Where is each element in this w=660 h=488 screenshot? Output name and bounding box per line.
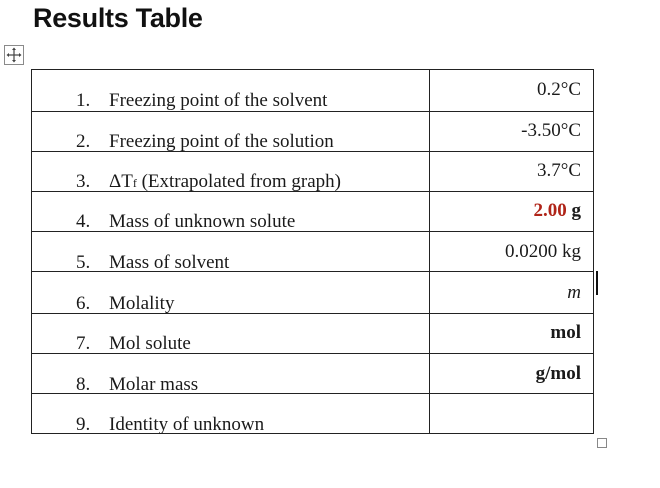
row-label: Mol solute: [109, 333, 191, 355]
row-label: Molality: [109, 292, 175, 314]
row-label: Mass of unknown solute: [109, 211, 296, 233]
table-resize-handle-icon[interactable]: [597, 438, 607, 448]
row-value: 3.7°C: [536, 160, 581, 182]
row-label: Molar mass: [109, 373, 199, 395]
table-row: [32, 313, 594, 353]
text-cursor: [596, 271, 598, 295]
results-table: [31, 69, 594, 434]
row-number: 1.: [76, 90, 91, 112]
row-value-cell[interactable]: [429, 272, 593, 314]
row-number: 5.: [76, 251, 91, 273]
row-value-cell[interactable]: [429, 353, 593, 393]
row-label: Mass of solvent: [109, 251, 230, 273]
row-value-cell[interactable]: [429, 70, 593, 112]
row-label-cell[interactable]: [32, 70, 430, 112]
row-number: 9.: [76, 413, 91, 435]
row-number: 8.: [76, 373, 91, 395]
row-value-cell[interactable]: [429, 151, 593, 191]
row-number: 4.: [76, 211, 91, 233]
row-label-cell[interactable]: [32, 111, 430, 151]
row-value-unit: g: [566, 200, 581, 222]
row-label-cell[interactable]: [32, 191, 430, 231]
page-title: Results Table: [33, 3, 203, 33]
row-value: m: [567, 281, 581, 303]
row-label-cell[interactable]: [32, 232, 430, 272]
table-move-handle-icon[interactable]: [4, 45, 24, 65]
row-number: 6.: [76, 292, 91, 314]
row-value-cell[interactable]: [429, 191, 593, 231]
row-value-highlighted: 2.00: [533, 200, 567, 222]
row-number: 3.: [76, 171, 91, 193]
table-row: [32, 70, 594, 112]
row-value: g/mol: [535, 362, 581, 384]
row-label-cell[interactable]: [32, 353, 430, 393]
delta-t-subscript: f: [132, 176, 137, 191]
row-label-cell[interactable]: [32, 151, 430, 191]
row-value-cell[interactable]: [429, 394, 593, 434]
row-label: Freezing point of the solvent: [109, 90, 328, 112]
table-row: [32, 394, 594, 434]
table-row: [32, 353, 594, 393]
row-value: 0.2°C: [536, 79, 581, 101]
row-value: mol: [550, 322, 581, 344]
row-label: [109, 171, 341, 193]
row-label-cell[interactable]: [32, 394, 430, 434]
row-value-cell[interactable]: [429, 313, 593, 353]
table-row: [32, 191, 594, 231]
row-value-cell[interactable]: [429, 232, 593, 272]
row-value: 0.0200 kg: [505, 240, 581, 262]
delta-t-symbol: ΔT: [109, 171, 133, 193]
row-label-cell[interactable]: [32, 272, 430, 314]
row-value-cell[interactable]: [429, 111, 593, 151]
table-row: [32, 232, 594, 272]
row-label: Identity of unknown: [109, 413, 265, 435]
table-row: [32, 272, 594, 314]
table-row: [32, 111, 594, 151]
row-label-cell[interactable]: [32, 313, 430, 353]
row-value: -3.50°C: [521, 120, 581, 142]
row-label: Freezing point of the solution: [109, 131, 334, 153]
row-number: 2.: [76, 131, 91, 153]
table-row: [32, 151, 594, 191]
row-label-suffix: (Extrapolated from graph): [136, 171, 341, 193]
row-number: 7.: [76, 333, 91, 355]
